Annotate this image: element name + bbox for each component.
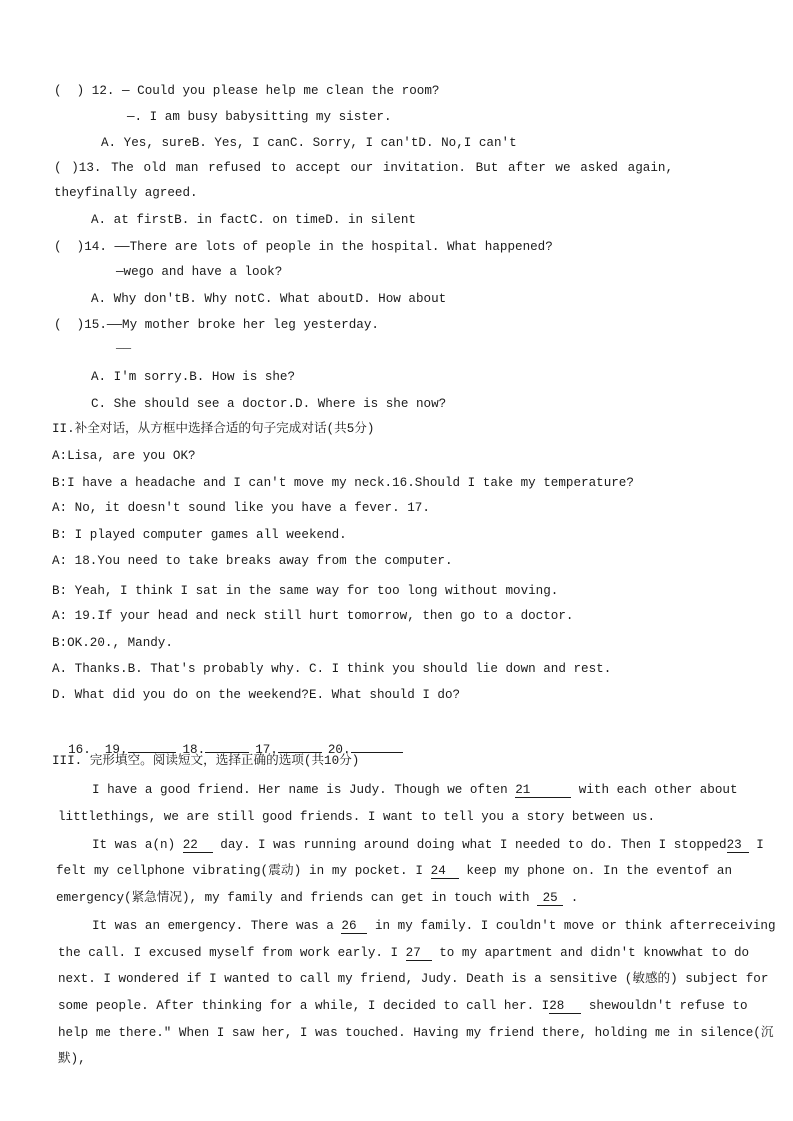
p2-line2: felt my cellphone vibrating(震动) in my pocket. I 24 keep my phone on. In the eventof an: [56, 864, 733, 878]
p2-line1: It was a(n) 22 day. I was running around doing what I needed to do. Then I stopped23 I: [92, 838, 764, 852]
q15-reply: ——: [116, 342, 132, 356]
p3-line2: the call. I excused myself from work early. I 27 to my apartment and didn't knowwhat to do: [58, 946, 750, 960]
q13-prompt-line2: theyfinally agreed.: [54, 186, 198, 200]
q12-reply: —. I am busy babysitting my sister.: [127, 110, 392, 124]
p1-line2: littlethings, we are still good friends. I want to tell you a story between us.: [58, 810, 656, 824]
blank-25[interactable]: 25: [537, 891, 563, 906]
dialogue-line-8: B:OK.20., Mandy.: [52, 636, 173, 650]
blank-23[interactable]: 23: [727, 838, 749, 853]
q13-prompt-line1: ( )13. The old man refused to accept our invitation. But after we asked again,: [54, 161, 673, 175]
q12-options: A. Yes, sureB. Yes, I canC. Sorry, I can'tD. No,I can't: [101, 136, 517, 150]
q13-options: A. at firstB. in factC. on timeD. in silent: [91, 213, 416, 227]
p3-line5: help me there." When I saw her, I was touched. Having my friend there, holding me in silence(沉: [58, 1026, 774, 1040]
p1-line1: I have a good friend. Her name is Judy. Though we often 21 with each other about: [92, 783, 738, 797]
section-iii-heading: III. 完形填空。阅读短文，选择正确的选项(共10分): [52, 754, 360, 768]
section-ii-options-line2: D. What did you do on the weekend?E. What should I do?: [52, 688, 461, 702]
p3-line6: 默),: [58, 1052, 86, 1066]
blank-27[interactable]: 27: [406, 946, 432, 961]
answer-label-20: 20.: [327, 743, 351, 757]
p3-line3: next. I wondered if I wanted to call my friend, Judy. Death is a sensitive (敏感的) subject for: [58, 972, 769, 986]
blank-28[interactable]: 28: [549, 999, 581, 1014]
answer-label-18: 18.: [182, 743, 206, 757]
blank-26[interactable]: 26: [341, 919, 367, 934]
dialogue-line-4: B: I played computer games all weekend.: [52, 528, 347, 542]
blank-22[interactable]: 22: [183, 838, 213, 853]
p3-line1: It was an emergency. There was a 26 in my family. I couldn't move or think afterreceiving: [92, 919, 776, 933]
answer-label-16: 16.: [68, 743, 91, 757]
section-ii-options-line1: A. Thanks.B. That's probably why. C. I think you should lie down and rest.: [52, 662, 612, 676]
dialogue-line-3: A: No, it doesn't sound like you have a fever. 17.: [52, 501, 430, 515]
q15-options-line1: A. I'm sorry.B. How is she?: [91, 370, 296, 384]
dialogue-line-2: B:I have a headache and I can't move my neck.16.Should I take my temperature?: [52, 476, 634, 490]
blank-21[interactable]: 21: [515, 783, 571, 798]
q14-options: A. Why don'tB. Why notC. What aboutD. How about: [91, 292, 447, 306]
blank-24[interactable]: 24: [431, 864, 459, 879]
dialogue-line-1: A:Lisa, are you OK?: [52, 449, 196, 463]
dialogue-line-7: A: 19.If your head and neck still hurt tomorrow, then go to a doctor.: [52, 609, 574, 623]
q15-prompt: ( )15.——My mother broke her leg yesterday.: [54, 318, 379, 332]
answer-label-19: 19.: [104, 743, 128, 757]
q15-options-line2: C. She should see a doctor.D. Where is she now?: [91, 397, 447, 411]
q14-prompt: ( )14. ——There are lots of people in the hospital. What happened?: [54, 240, 553, 254]
section-ii-heading: II.补全对话，从方框中选择合适的句子完成对话(共5分): [52, 422, 375, 436]
p3-line4: some people. After thinking for a while, I decided to call her. I28 shewouldn't refuse to: [58, 999, 748, 1013]
dialogue-line-6: B: Yeah, I think I sat in the same way for too long without moving.: [52, 584, 559, 598]
answer-label-17: 17.: [255, 743, 278, 757]
q14-reply: —wego and have a look?: [116, 265, 283, 279]
p2-line3: emergency(紧急情况), my family and friends can get in touch with 25 .: [56, 891, 579, 905]
q12-prompt: ( ) 12. — Could you please help me clean the room?: [54, 84, 440, 98]
dialogue-line-5: A: 18.You need to take breaks away from the computer.: [52, 554, 453, 568]
